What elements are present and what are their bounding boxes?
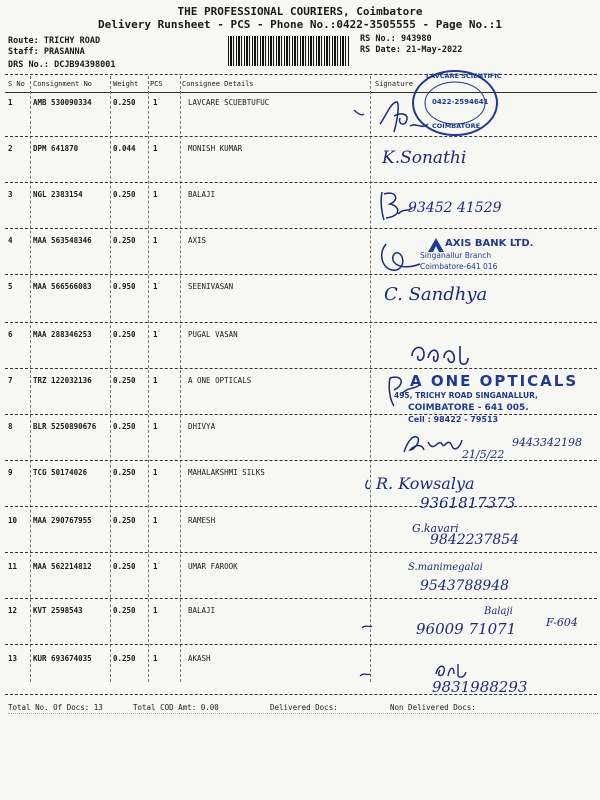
row-consignment: MAA 290767955 [33, 516, 92, 525]
aone-stamp-line1: A ONE OPTICALS [410, 372, 579, 390]
tick-mark [362, 478, 374, 492]
row-consignment: MAA 566566083 [33, 282, 92, 291]
row-consignment: DPM 641870 [33, 144, 79, 153]
aone-stamp-line4: Cell : 98422 - 79513 [408, 415, 499, 424]
header-top-rule [5, 74, 597, 75]
row-sno: 6 [8, 330, 13, 339]
signature-1 [376, 96, 436, 142]
row-sno: 10 [8, 516, 18, 525]
tick-mark [360, 622, 374, 632]
row-pcs: 1 [153, 236, 158, 245]
rs-no-label: RS No.: [360, 34, 396, 44]
row-divider [5, 136, 597, 137]
handwritten-name-row5: C. Sandhya [384, 284, 488, 305]
handwritten-phone-row9: 9361817373 [420, 494, 516, 512]
handwritten-name-row10: G.kavari [412, 522, 459, 535]
drs-value: DCJB94398001 [54, 60, 116, 70]
staff-value: PRASANNA [43, 47, 85, 57]
row-pcs: 1 [153, 562, 158, 571]
row-pcs: 1 [153, 98, 158, 107]
row-weight: 0.250 [113, 236, 136, 245]
handwritten-note-row12: F-604 [546, 616, 578, 629]
row-consignee: A ONE OPTICALS [188, 376, 252, 385]
rs-no-value: 943980 [400, 34, 432, 44]
drs-line [8, 60, 116, 70]
row-consignment: MAA 562214812 [33, 562, 92, 571]
row-weight: 0.250 [113, 98, 136, 107]
row-weight: 0.250 [113, 376, 136, 385]
row-sno: 8 [8, 422, 13, 431]
handwritten-phone-row8: 9443342198 [512, 436, 582, 449]
rs-date-line [360, 45, 462, 55]
row-weight: 0.250 [113, 190, 136, 199]
row-consignee: SEENIVASAN [188, 282, 234, 291]
delivered-docs: Delivered Docs: [270, 703, 338, 712]
row-consignment: KUR 693674035 [33, 654, 92, 663]
row-consignee: MONISH KUMAR [188, 144, 243, 153]
signature-6 [408, 336, 472, 370]
row-sno: 9 [8, 468, 13, 477]
tick-mark [352, 108, 366, 118]
col-consignee: Consignee Details [182, 80, 254, 88]
handwritten-name-row9: R. Kowsalya [376, 474, 475, 493]
row-pcs: 1 [153, 654, 158, 663]
axis-stamp-line1: AXIS BANK LTD. [445, 238, 534, 249]
row-pcs: 1 [153, 330, 158, 339]
row-divider [5, 644, 597, 645]
row-consignee: MAHALAKSHMI SILKS [188, 468, 265, 477]
axis-stamp-line2: Singanallur Branch [420, 251, 492, 260]
col-weight: Weight [113, 80, 139, 88]
row-divider [5, 368, 597, 369]
aone-stamp-line2: 495, TRICHY ROAD SINGANALLUR, [394, 391, 538, 400]
row-divider [5, 460, 597, 461]
row-sno: 13 [8, 654, 18, 663]
rs-date-value: 21-May-2022 [406, 45, 463, 55]
row-divider [5, 552, 597, 553]
row-divider [5, 322, 597, 323]
row-sno: 3 [8, 190, 13, 199]
row-sno: 4 [8, 236, 13, 245]
col-sno: S No [8, 80, 25, 88]
handwritten-phone-row10: 9842237854 [430, 532, 520, 548]
truncated-footer-line [8, 713, 598, 722]
row-pcs: 1 [153, 376, 158, 385]
tick-mark [358, 670, 372, 680]
rs-no-line [360, 34, 432, 44]
row-sno: 1 [8, 98, 13, 107]
signature-8 [400, 428, 466, 458]
axis-logo-icon [428, 238, 444, 252]
route-label: Route: [8, 36, 39, 46]
signature-4 [376, 234, 426, 278]
row-pcs: 1 [153, 282, 158, 291]
row-consignee: BALAJI [188, 190, 216, 199]
row-sno: 5 [8, 282, 13, 291]
row-consignment: AMB 530090334 [33, 98, 92, 107]
row-consignment: MAA 288346253 [33, 330, 92, 339]
row-weight: 0.250 [113, 562, 136, 571]
row-consignee: UMAR FAROOK [188, 562, 238, 571]
handwritten-phone-row12: 96009 71071 [416, 620, 517, 638]
row-pcs: 1 [153, 422, 158, 431]
row-sno: 11 [8, 562, 18, 571]
row-pcs: 1 [153, 144, 158, 153]
non-delivered-docs: Non Delivered Docs: [390, 703, 476, 712]
row-consignee: BALAJI [188, 606, 216, 615]
row-weight: 0.250 [113, 422, 136, 431]
drs-label: DRS No.: [8, 60, 49, 70]
row-consignee: PUGAL VASAN [188, 330, 238, 339]
row-pcs: 1 [153, 606, 158, 615]
lavcare-stamp-city: COIMBATORE [432, 122, 481, 130]
row-divider [5, 598, 597, 599]
row-consignee: DHIVYA [188, 422, 216, 431]
row-consignment: KVT 2598543 [33, 606, 83, 615]
row-consignee: AKASH [188, 654, 211, 663]
handwritten-phone-row13: 9831988293 [432, 678, 528, 696]
col-signature: Signature [375, 80, 413, 88]
row-weight: 0.250 [113, 606, 136, 615]
handwritten-phone-row11: 9543788948 [420, 578, 510, 594]
row-weight: 0.950 [113, 282, 136, 291]
table-row [0, 282, 600, 326]
row-consignee: RAMESH [188, 516, 216, 525]
aone-stamp-line3: COIMBATORE - 641 005. [408, 403, 529, 413]
lavcare-stamp-name: LAVCARE SCIENTIFIC [426, 72, 502, 80]
row-weight: 0.250 [113, 654, 136, 663]
handwritten-name-row11: S.manimegalai [408, 562, 483, 573]
route-line [8, 36, 100, 46]
row-consignment: TCG 50174026 [33, 468, 88, 477]
staff-label: Staff: [8, 47, 39, 57]
row-consignment: BLR 5250890676 [33, 422, 97, 431]
handwritten-phone-row3: 93452 41529 [408, 200, 502, 216]
col-pcs: PCS [150, 80, 163, 88]
row-weight: 0.250 [113, 468, 136, 477]
barcode [228, 36, 350, 66]
col-consignment: Consignment No [33, 80, 93, 88]
row-pcs: 1 [153, 190, 158, 199]
row-consignment: NGL 2383154 [33, 190, 83, 199]
row-divider [5, 182, 597, 183]
row-consignment: MAA 563548346 [33, 236, 92, 245]
lavcare-stamp-phone: 0422-2594641 [432, 98, 489, 106]
row-pcs: 1 [153, 468, 158, 477]
row-sno: 7 [8, 376, 13, 385]
rs-date-label: RS Date: [360, 45, 401, 55]
row-consignee: LAVCARE SCUEBTUFUC [188, 98, 270, 107]
row-consignment: TRZ 122032136 [33, 376, 92, 385]
route-value: TRICHY ROAD [43, 36, 101, 46]
row-sno: 2 [8, 144, 13, 153]
total-docs: Total No. Of Docs: 13 [8, 703, 103, 712]
handwritten-name-row12: Balaji [484, 606, 513, 617]
row-weight: 0.250 [113, 330, 136, 339]
row-sno: 12 [8, 606, 18, 615]
row-divider [5, 228, 597, 229]
row-pcs: 1 [153, 516, 158, 525]
row-consignee: AXIS [188, 236, 207, 245]
total-cod: Total COD Amt: 0.00 [133, 703, 219, 712]
handwritten-date-row8: 21/5/22 [462, 448, 505, 461]
staff-line [8, 47, 85, 57]
company-title: THE PROFESSIONAL COURIERS, Coimbatore [177, 5, 423, 18]
handwritten-name-row2: K.Sonathi [382, 148, 467, 168]
table-row [0, 562, 600, 606]
axis-stamp-line3: Coimbatore-641 016 [420, 262, 498, 271]
row-divider [5, 274, 597, 275]
row-weight: 0.250 [113, 516, 136, 525]
row-weight: 0.044 [113, 144, 136, 153]
row-divider [5, 414, 597, 415]
runsheet-subtitle: Delivery Runsheet - PCS - Phone No.:0422-3505555 - Page No.:1 [98, 18, 502, 31]
header-bottom-rule [5, 92, 597, 93]
